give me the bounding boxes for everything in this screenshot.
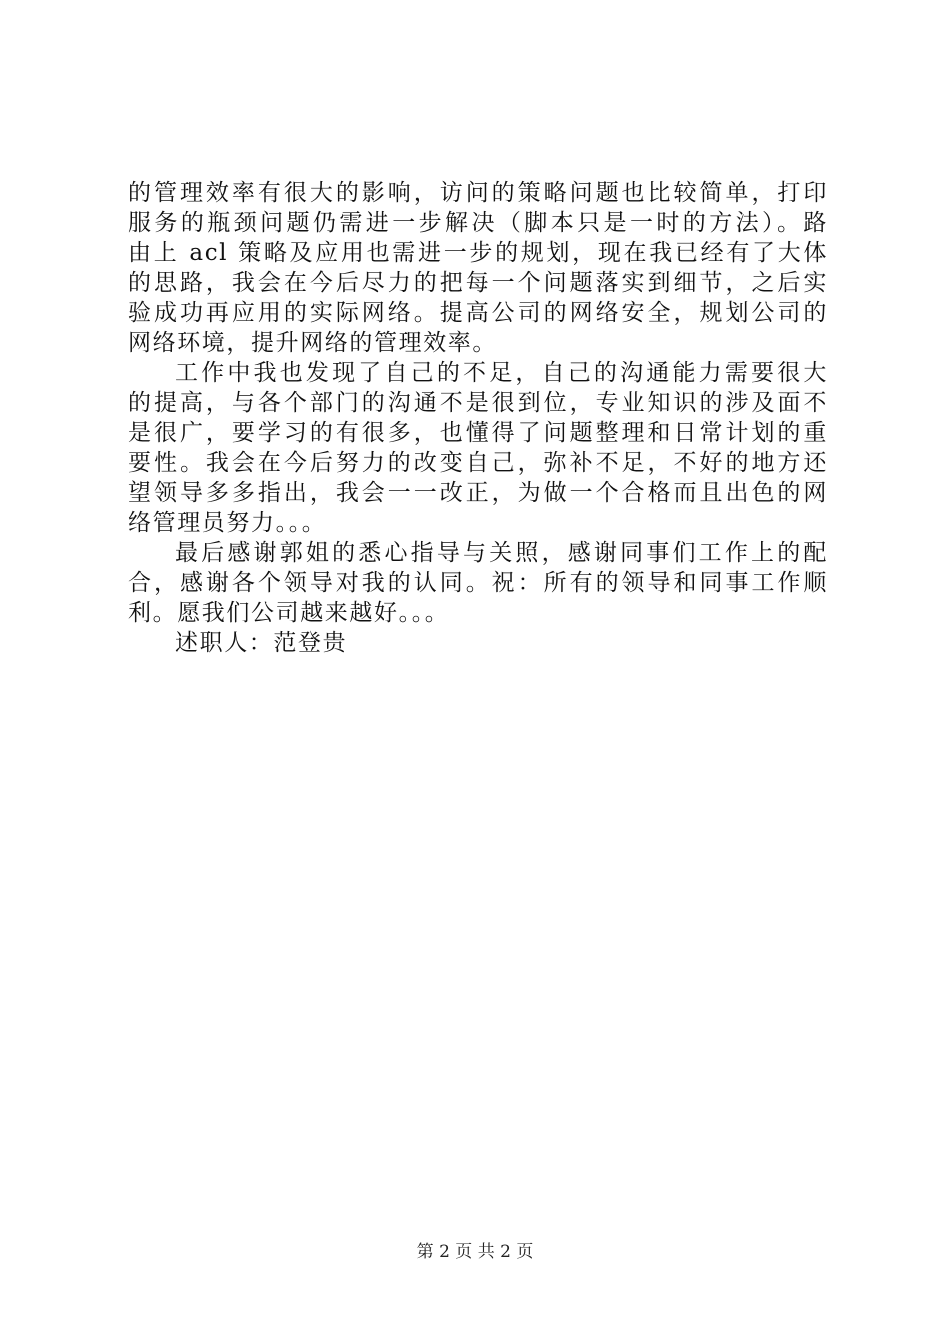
text-line: 望领导多多指出，我会一一改正，为做一个合格而且出色的网 [128, 480, 828, 506]
text-line: 服务的瓶颈问题仍需进一步解决（脚本只是一时的方法）。路 [128, 210, 828, 236]
signature-line: 述职人：范登贵 [175, 630, 348, 656]
text-line: 网络环境，提升网络的管理效率。 [128, 330, 497, 356]
text-line: 验成功再应用的实际网络。提高公司的网络安全，规划公司的 [128, 300, 828, 326]
paragraph-start-line: 最后感谢郭姐的悉心指导与关照，感谢同事们工作上的配 [175, 540, 828, 566]
text-line: 的思路，我会在今后尽力的把每一个问题落实到细节，之后实 [128, 270, 828, 296]
text-line: 是很广，要学习的有很多，也懂得了问题整理和日常计划的重 [128, 420, 828, 446]
text-line: 利。愿我们公司越来越好。。。 [128, 600, 450, 626]
text-line: 要性。我会在今后努力的改变自己，弥补不足，不好的地方还 [128, 450, 828, 476]
text-line: 的提高，与各个部门的沟通不是很到位，专业知识的涉及面不 [128, 390, 828, 416]
paragraph-start-line: 工作中我也发现了自己的不足，自己的沟通能力需要很大 [175, 360, 828, 386]
text-line: 合，感谢各个领导对我的认同。祝：所有的领导和同事工作顺 [128, 570, 828, 596]
text-line: 由上 acl 策略及应用也需进一步的规划，现在我已经有了大体 [128, 240, 828, 266]
page-number-footer: 第 2 页 共 2 页 [416, 1242, 534, 1262]
document-body [128, 178, 828, 658]
text-line: 的管理效率有很大的影响，访问的策略问题也比较简单，打印 [128, 180, 828, 206]
text-line: 络管理员努力。。。 [128, 510, 327, 536]
